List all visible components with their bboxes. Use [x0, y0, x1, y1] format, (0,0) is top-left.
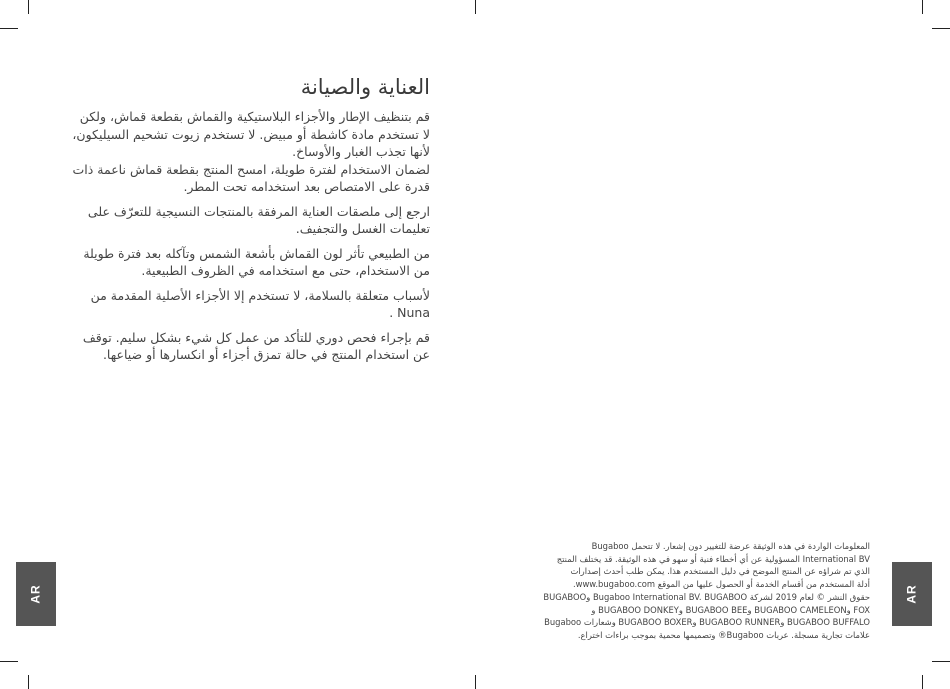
- legal-line: حقوق النشر © لعام 2019 لشركة Bugaboo International BV. BUGABOO وBUGABOO: [543, 591, 870, 602]
- crop-mark: [932, 661, 950, 662]
- paragraph-line: تعليمات الغسل والتجفيف.: [295, 221, 430, 236]
- paragraph: [80, 245, 430, 280]
- legal-notice: [528, 540, 870, 642]
- legal-line: International BV المسؤولية عن أي أخطاء فنية أو سهو في هذه الوثيقة. قد يختلف المنتج: [556, 553, 870, 564]
- legal-line: أدلة المستخدم من أقسام الخدمة أو الحصول عليها من الموقع www.bugaboo.com.: [572, 579, 870, 590]
- legal-line: علامات تجارية مسجلة. عربات Bugaboo® وتصميمها محمية بموجب براءات اختراع.: [577, 629, 870, 640]
- crop-mark: [28, 0, 29, 14]
- paragraph: [80, 287, 430, 322]
- legal-line: الذي تم شراؤه عن المنتج الموضح في دليل المستخدم هذا. يمكن طلب أحدث إصدارات: [570, 566, 870, 577]
- paragraph-line: قدرة على الامتصاص بعد استخدامه تحت المطر.: [183, 179, 430, 194]
- paragraph-line: لأسباب متعلقة بالسلامة، لا تستخدم إلا الأجزاء الأصلية المقدمة من: [90, 287, 430, 303]
- crop-mark: [475, 675, 476, 689]
- paragraph-line: قم بإجراء فحص دوري للتأكد من عمل كل شيء بشكل سليم. توقف: [82, 329, 430, 345]
- legal-line: المعلومات الواردة في هذه الوثيقة عرضة للتغيير دون إشعار. لا تتحمل Bugaboo: [591, 541, 870, 551]
- paragraph: [80, 203, 430, 238]
- crop-mark: [932, 28, 950, 29]
- language-tab-left: [16, 562, 56, 626]
- paragraph: [72, 108, 430, 196]
- paragraph-line: لضمان الاستخدام لفترة طويلة، امسح المنتج بقطعة قماش ناعمة ذات: [72, 161, 430, 177]
- paragraph-line: عن استخدام المنتج في حالة تمزق أجزاء أو انكسارها أو ضياعها.: [102, 347, 430, 362]
- paragraph-line: قم بتنظيف الإطار والأجزاء البلاستيكية والقماش بقطعة قماش، ولكن: [79, 109, 430, 124]
- paragraph-line: من الطبيعي تأثر لون القماش بأشعة الشمس وتآكله بعد فترة طويلة: [83, 245, 430, 261]
- crop-mark: [922, 0, 923, 14]
- care-section: [72, 72, 430, 371]
- paragraph-line: لأنها تجذب الغبار والأوساخ.: [292, 144, 430, 159]
- crop-mark: [0, 28, 18, 29]
- crop-mark: [922, 675, 923, 689]
- crop-mark: [28, 675, 29, 689]
- section-title: العناية والصيانة: [300, 75, 430, 99]
- language-tab-right: [892, 562, 932, 626]
- crop-mark: [475, 0, 476, 14]
- paragraph-line: ارجع إلى ملصقات العناية المرفقة بالمنتجات النسيجية للتعرّف على: [87, 203, 430, 219]
- language-tab-label: AR: [29, 584, 43, 604]
- language-tab-label: AR: [905, 584, 919, 604]
- legal-line: BUGABOO BUFFALO وBUGABOO RUNNER وBUGABOO BOXER وشعارات Bugaboo: [544, 617, 870, 628]
- crop-mark: [0, 661, 18, 662]
- paragraph-line: Nuna .: [389, 305, 430, 320]
- legal-line: FOX وBUGABOO CAMELEON وBUGABOO BEE وBUGABOO DONKEY و: [591, 604, 870, 615]
- paragraph: [80, 329, 430, 364]
- paragraph-line: لا تستخدم مادة كاشطة أو مبيض. لا تستخدم زيوت تشحيم السيليكون،: [72, 126, 430, 142]
- paragraph-line: من الاستخدام، حتى مع استخدامه في الظروف الطبيعية.: [141, 263, 430, 278]
